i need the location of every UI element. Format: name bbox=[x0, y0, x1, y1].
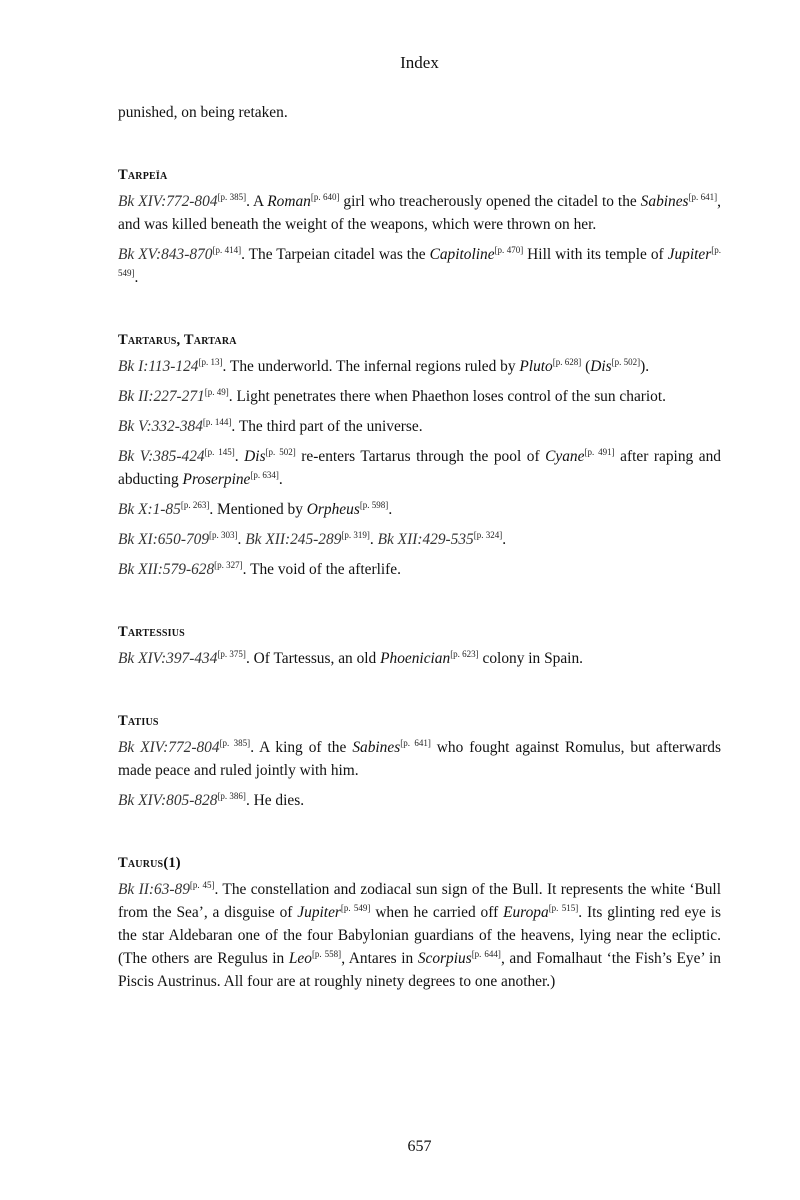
book-reference: Bk XIV:772-804 bbox=[118, 739, 220, 756]
entry-text: . A bbox=[246, 193, 268, 210]
page-reference: [p. 641] bbox=[688, 191, 718, 202]
book-reference: Bk X:1-85 bbox=[118, 501, 181, 518]
entry-text: . Mentioned by bbox=[209, 501, 307, 518]
index-content bbox=[118, 101, 721, 1000]
cross-reference-name: Phoenician bbox=[380, 650, 451, 667]
page-reference: [p. 628] bbox=[552, 356, 582, 367]
index-entry bbox=[118, 164, 721, 289]
entry-text: . bbox=[237, 531, 246, 548]
page-reference: [p. 49] bbox=[204, 386, 229, 397]
entry-heading: Tartarus, Tartara bbox=[118, 332, 237, 348]
continuation-text: punished, on being retaken. bbox=[118, 104, 288, 121]
entry-text: , and Fomalhaut ‘the Fish’s Eye’ in Piscis Austrinus. All four are at roughly ninety degrees to one another.) bbox=[118, 950, 721, 990]
running-head: Index bbox=[400, 53, 439, 72]
page-reference: [p. 45] bbox=[189, 879, 215, 890]
entry-text: ( bbox=[581, 358, 591, 375]
entry-text: . bbox=[388, 501, 393, 518]
page-reference: [p. 470] bbox=[494, 244, 524, 255]
entry-text: Hill with its temple of bbox=[523, 246, 668, 263]
index-entry bbox=[118, 710, 721, 812]
book-page bbox=[118, 0, 721, 1200]
entry-heading: Taurus(1) bbox=[118, 855, 181, 871]
entry-text: . bbox=[278, 471, 283, 488]
page-reference: [p. 644] bbox=[471, 948, 501, 959]
cross-reference-name: Europa bbox=[503, 904, 549, 921]
entry-paragraph bbox=[118, 243, 721, 289]
entry-text: who fought against Romulus, but afterwards made peace and ruled jointly with him. bbox=[118, 739, 721, 779]
cross-reference-name: Sabines bbox=[640, 193, 689, 210]
entry-paragraph bbox=[118, 415, 721, 438]
book-reference: Bk XIV:805-828 bbox=[118, 792, 218, 809]
page-reference: [p. 634] bbox=[250, 469, 279, 480]
entry-paragraph bbox=[118, 528, 721, 551]
entry-text: . Light penetrates there when Phaethon loses control of the sun chariot. bbox=[228, 388, 666, 405]
cross-reference-name: Cyane bbox=[545, 448, 585, 465]
cross-reference-name: Pluto bbox=[519, 358, 553, 375]
page-reference: [p. 319] bbox=[341, 529, 370, 540]
page-reference: [p. 623] bbox=[450, 648, 479, 659]
cross-reference-name: Leo bbox=[288, 950, 312, 967]
book-reference: Bk II:63-89 bbox=[118, 881, 190, 898]
entry-text: . bbox=[134, 269, 139, 286]
page-reference: [p. 145] bbox=[204, 446, 235, 457]
entry-text: girl who treacherously opened the citadel to the bbox=[339, 193, 641, 210]
book-reference: Bk XIV:772-804 bbox=[118, 193, 218, 210]
page-reference: [p. 303] bbox=[209, 529, 238, 540]
entry-text: . bbox=[369, 531, 378, 548]
entry-text: when he carried off bbox=[370, 904, 504, 921]
book-reference: Bk XV:843-870 bbox=[118, 246, 213, 263]
entry-paragraph bbox=[118, 355, 721, 378]
book-reference: Bk XIV:397-434 bbox=[118, 650, 218, 667]
cross-reference-name: Scorpius bbox=[417, 950, 472, 967]
page-reference: [p. 263] bbox=[180, 499, 210, 510]
index-entry bbox=[118, 329, 721, 581]
page-reference: [p. 13] bbox=[198, 356, 223, 367]
entry-text: after raping and abducting bbox=[118, 448, 721, 488]
page-reference: [p. 491] bbox=[584, 446, 615, 457]
page-reference: [p. 144] bbox=[202, 416, 232, 427]
entry-text: ). bbox=[640, 358, 650, 375]
cross-reference-name: Capitoline bbox=[429, 246, 495, 263]
page-reference: [p. 385] bbox=[219, 737, 251, 748]
entry-text: . Of Tartessus, an old bbox=[245, 650, 381, 667]
entry-paragraph bbox=[118, 190, 721, 236]
book-reference: Bk V:385-424 bbox=[118, 448, 205, 465]
entry-text: colony in Spain. bbox=[478, 650, 583, 667]
entry-paragraph bbox=[118, 498, 721, 521]
page-reference: [p. 558] bbox=[311, 948, 342, 959]
cross-reference-name: Dis bbox=[590, 358, 612, 375]
entry-text: . The underworld. The infernal regions ruled by bbox=[222, 358, 520, 375]
page-reference: [p. 641] bbox=[400, 737, 431, 748]
page-reference: [p. 385] bbox=[217, 191, 247, 202]
entry-paragraph bbox=[118, 445, 721, 491]
cross-reference-name: Jupiter bbox=[297, 904, 341, 921]
entry-paragraph bbox=[118, 385, 721, 408]
page-number: 657 bbox=[407, 1138, 432, 1155]
entry-text: , Antares in bbox=[341, 950, 418, 967]
entry-paragraph bbox=[118, 647, 721, 670]
entry-text: . bbox=[502, 531, 507, 548]
cross-reference-name: Jupiter bbox=[667, 246, 712, 263]
cross-reference-name: Orpheus bbox=[306, 501, 360, 518]
page-reference: [p. 549] bbox=[118, 244, 722, 278]
page-reference: [p. 324] bbox=[473, 529, 503, 540]
entry-heading: Tartessius bbox=[118, 624, 185, 640]
entry-text: . A king of the bbox=[250, 739, 353, 756]
index-entry bbox=[118, 621, 721, 670]
page-reference: [p. 502] bbox=[265, 446, 296, 457]
book-reference: Bk II:227-271 bbox=[118, 388, 205, 405]
entry-text: . Its glinting red eye is the star Aldebaran one of the four Babylonian guardians of the heavens, lying near the ecliptic. (The others are Regulus in bbox=[118, 904, 722, 967]
book-reference: Bk V:332-384 bbox=[118, 418, 203, 435]
entry-text: . bbox=[234, 448, 245, 465]
book-reference: Bk I:113-124 bbox=[118, 358, 199, 375]
cross-reference-name: Proserpine bbox=[182, 471, 251, 488]
entry-text: . The Tarpeian citadel was the bbox=[241, 246, 430, 263]
entry-heading: Tatius bbox=[118, 713, 159, 729]
page-reference: [p. 598] bbox=[359, 499, 389, 510]
page-reference: [p. 640] bbox=[310, 191, 340, 202]
entry-text: . The constellation and zodiacal sun sign of the Bull. It represents the white ‘Bull from the Sea’, a disguise of bbox=[118, 881, 721, 921]
index-entry bbox=[118, 852, 721, 993]
cross-reference-name: Sabines bbox=[352, 739, 401, 756]
page-reference: [p. 502] bbox=[611, 356, 641, 367]
page-reference: [p. 549] bbox=[340, 902, 371, 913]
entry-paragraph bbox=[118, 558, 721, 581]
page-reference: [p. 375] bbox=[217, 648, 246, 659]
entry-paragraph bbox=[118, 789, 721, 812]
entry-text: re-enters Tartarus through the pool of bbox=[295, 448, 546, 465]
cross-reference-name: Dis bbox=[244, 448, 266, 465]
page-reference: [p. 386] bbox=[217, 790, 246, 801]
entry-paragraph bbox=[118, 878, 721, 993]
entry-text: . The void of the afterlife. bbox=[242, 561, 401, 578]
entry-text: , and was killed beneath the weight of the weapons, which were thrown on her. bbox=[118, 193, 722, 233]
entry-text: . He dies. bbox=[245, 792, 305, 809]
entry-text: . The third part of the universe. bbox=[231, 418, 423, 435]
cross-reference-name: Roman bbox=[267, 193, 311, 210]
book-reference: Bk XII:245-289 bbox=[245, 531, 342, 548]
page-reference: [p. 515] bbox=[548, 902, 579, 913]
book-reference: Bk XII:579-628 bbox=[118, 561, 215, 578]
page-reference: [p. 327] bbox=[214, 559, 243, 570]
book-reference: Bk XI:650-709 bbox=[118, 531, 210, 548]
page-reference: [p. 414] bbox=[212, 244, 242, 255]
book-reference: Bk XII:429-535 bbox=[377, 531, 474, 548]
entry-heading: Tarpeïa bbox=[118, 167, 168, 183]
index-entries bbox=[118, 164, 721, 993]
entry-paragraph bbox=[118, 736, 721, 782]
